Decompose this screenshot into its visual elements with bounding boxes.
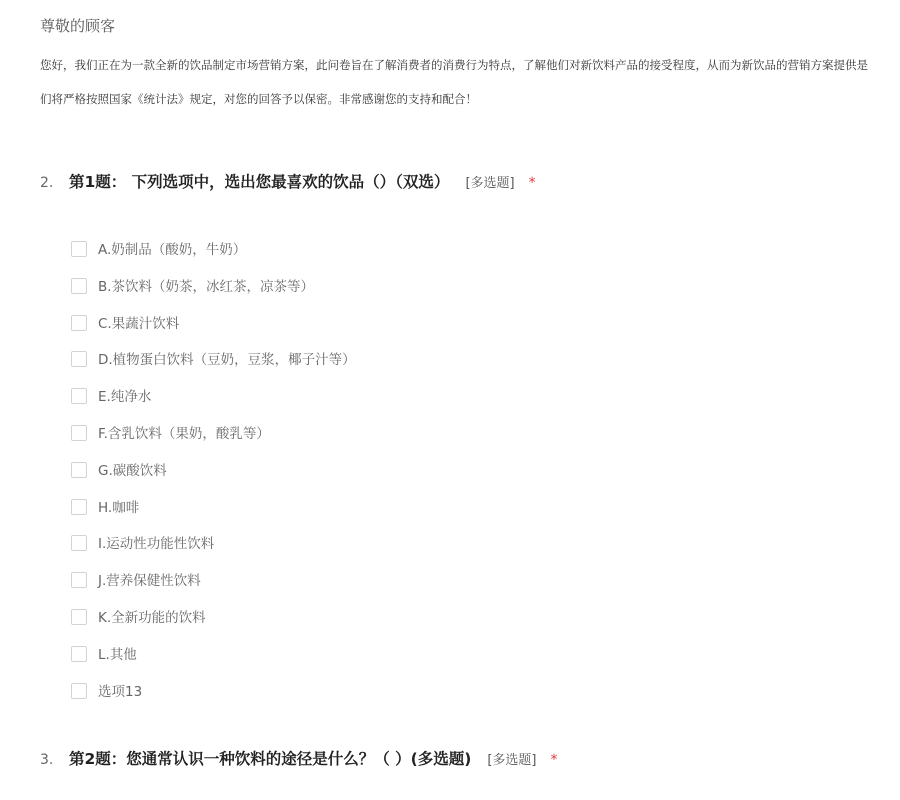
option-label: E.纯净水 (98, 389, 152, 406)
option-13[interactable] (71, 682, 356, 719)
question-title: 第2题：您通常认识一种饮料的途径是什么？（ ）(多选题) (69, 750, 472, 768)
checkbox[interactable] (71, 462, 87, 478)
option-g[interactable] (71, 461, 356, 498)
question-number: 3. (40, 752, 54, 768)
option-label: I.运动性功能性饮料 (98, 536, 215, 553)
option-label: C.果蔬汁饮料 (98, 315, 180, 332)
option-label: A.奶制品（酸奶，牛奶） (98, 242, 247, 258)
question-1-header (40, 170, 536, 192)
option-label: J.营养保健性饮料 (98, 573, 201, 590)
option-e[interactable] (71, 387, 356, 424)
checkbox[interactable] (71, 351, 87, 367)
checkbox[interactable] (71, 683, 87, 699)
checkbox[interactable] (71, 646, 87, 662)
option-i[interactable] (71, 534, 356, 571)
checkbox[interactable] (71, 425, 87, 441)
question-number: 2. (40, 175, 54, 191)
option-d[interactable] (71, 350, 356, 387)
option-k[interactable] (71, 608, 356, 645)
checkbox[interactable] (71, 278, 87, 294)
option-label: B.茶饮料（奶茶，冰红茶，凉茶等） (98, 278, 315, 295)
checkbox[interactable] (71, 499, 87, 515)
option-label: F.含乳饮料（果奶，酸乳等） (98, 425, 270, 442)
greeting-heading: 尊敬的顾客 (40, 17, 116, 35)
option-label: H.咖啡 (98, 499, 140, 516)
checkbox[interactable] (71, 315, 87, 331)
question-title: 第1题： 下列选项中，选出您最喜欢的饮品（）（双选） (69, 173, 450, 191)
checkbox[interactable] (71, 609, 87, 625)
question-type-label: [多选题] (465, 176, 515, 191)
option-b[interactable] (71, 277, 356, 314)
option-a[interactable] (71, 240, 356, 277)
checkbox[interactable] (71, 535, 87, 551)
option-h[interactable] (71, 498, 356, 535)
option-l[interactable] (71, 645, 356, 682)
option-label: D.植物蛋白饮料（豆奶，豆浆，椰子汁等） (98, 352, 356, 369)
intro-text-line-1: 您好，我们正在为一款全新的饮品制定市场营销方案，此问卷旨在了解消费者的消费行为特点，了解他们对新饮料产品的接受程度，从而为新饮品的营销方案提供是 (40, 58, 868, 72)
option-label: K.全新功能的饮料 (98, 609, 206, 626)
question-type-label: [多选题] (487, 753, 537, 768)
option-c[interactable] (71, 314, 356, 351)
checkbox[interactable] (71, 388, 87, 404)
checkbox[interactable] (71, 572, 87, 588)
option-j[interactable] (71, 571, 356, 608)
option-label: 选项13 (98, 683, 143, 700)
checkbox[interactable] (71, 241, 87, 257)
required-mark: * (528, 175, 536, 191)
option-label: G.碳酸饮料 (98, 462, 167, 479)
required-mark: * (550, 752, 558, 768)
question-1-options (71, 240, 356, 718)
intro-text-line-2: 们将严格按照国家《统计法》规定，对您的回答予以保密。非常感谢您的支持和配合！ (40, 92, 477, 106)
option-label: L.其他 (98, 646, 137, 663)
option-f[interactable] (71, 424, 356, 461)
question-2-header (40, 747, 558, 769)
